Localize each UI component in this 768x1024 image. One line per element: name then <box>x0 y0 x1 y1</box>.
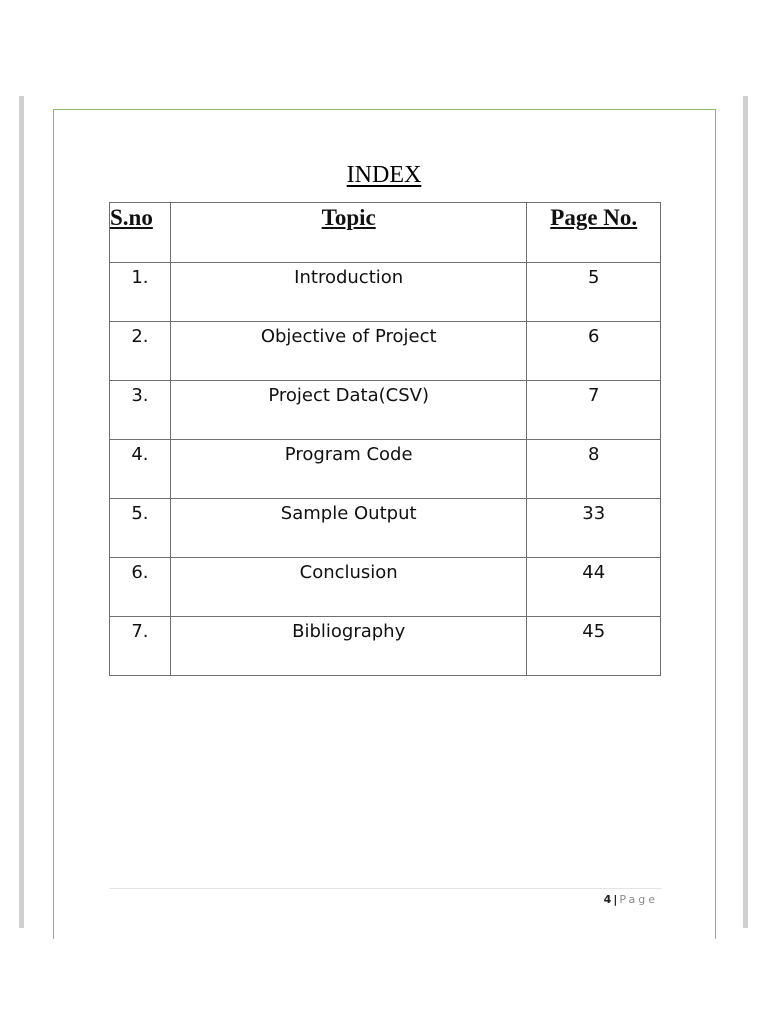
table-row <box>110 322 661 381</box>
row-topic: Objective of Project <box>170 322 527 381</box>
row-sno: 4. <box>110 440 171 499</box>
row-topic: Program Code <box>170 440 527 499</box>
row-sno: 7. <box>110 617 171 676</box>
table-header-row <box>110 203 661 263</box>
row-page: 6 <box>527 322 661 381</box>
table-row <box>110 263 661 322</box>
page-footer <box>540 893 658 906</box>
row-topic: Conclusion <box>170 558 527 617</box>
footer-divider <box>109 888 662 889</box>
left-page-edge <box>19 96 24 928</box>
row-page: 7 <box>527 381 661 440</box>
row-page: 33 <box>527 499 661 558</box>
footer-page-number: 4 <box>603 893 612 906</box>
row-page: 45 <box>527 617 661 676</box>
row-sno: 1. <box>110 263 171 322</box>
column-header-topic: Topic <box>170 203 527 263</box>
table-row <box>110 617 661 676</box>
row-topic: Project Data(CSV) <box>170 381 527 440</box>
row-page: 8 <box>527 440 661 499</box>
table-row <box>110 381 661 440</box>
right-page-edge <box>743 96 748 928</box>
table-row <box>110 499 661 558</box>
row-sno: 5. <box>110 499 171 558</box>
row-page: 5 <box>527 263 661 322</box>
row-sno: 3. <box>110 381 171 440</box>
row-topic: Introduction <box>170 263 527 322</box>
row-sno: 2. <box>110 322 171 381</box>
page-title: INDEX <box>346 162 422 188</box>
row-page: 44 <box>527 558 661 617</box>
row-sno: 6. <box>110 558 171 617</box>
table-row <box>110 558 661 617</box>
table-row <box>110 440 661 499</box>
index-table <box>109 202 661 676</box>
row-topic: Bibliography <box>170 617 527 676</box>
footer-separator: | <box>613 893 618 906</box>
column-header-page: Page No. <box>527 203 661 263</box>
row-topic: Sample Output <box>170 499 527 558</box>
column-header-sno: S.no <box>110 203 171 263</box>
footer-page-label: Page <box>619 893 658 906</box>
